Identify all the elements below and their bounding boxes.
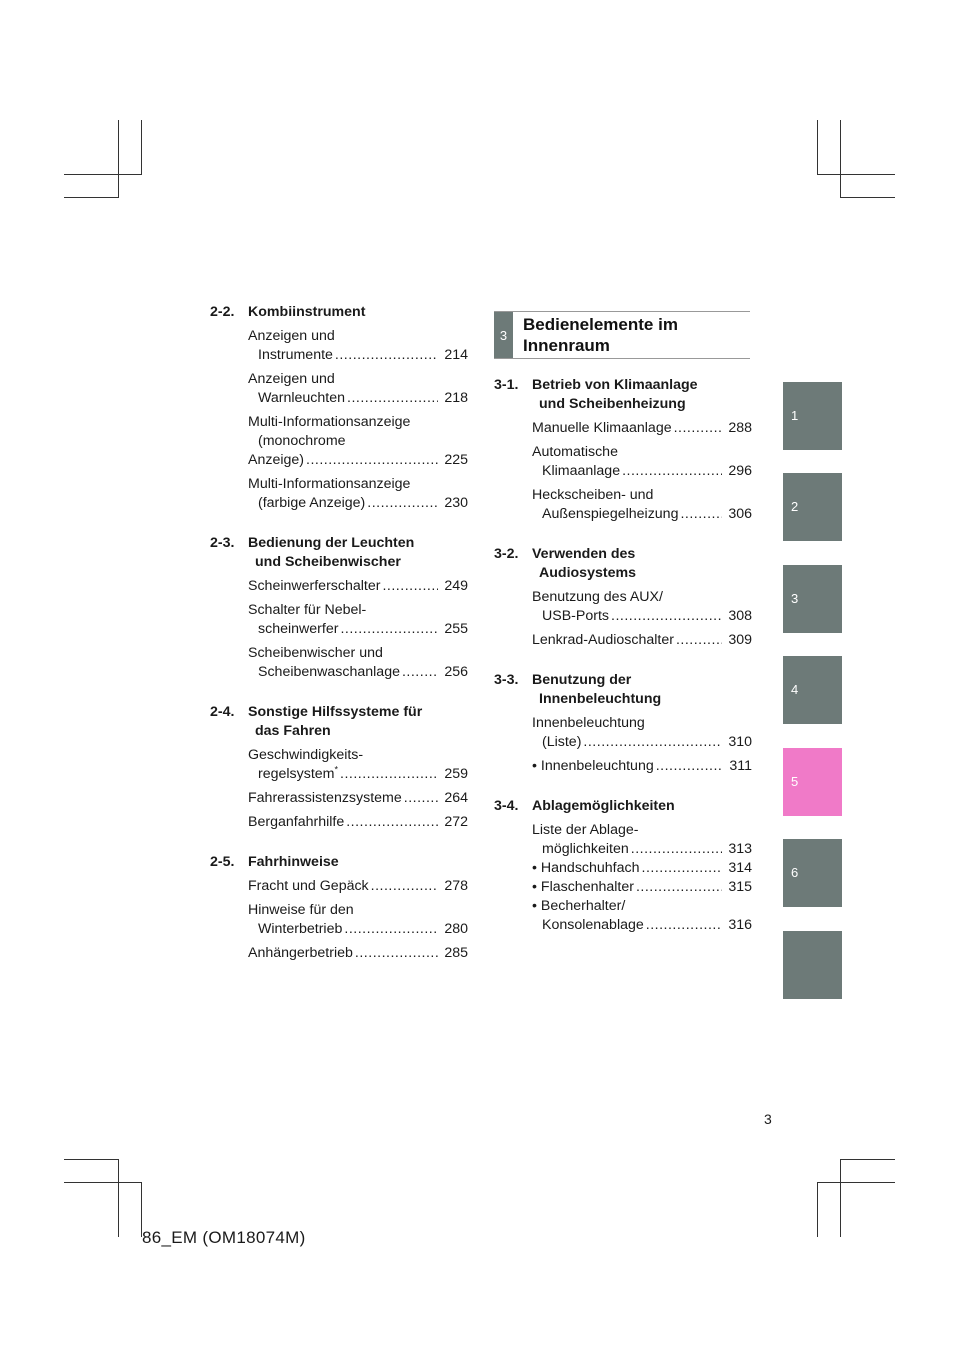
toc-entry[interactable]: Automatische Klimaanlage ..... 296 (532, 443, 752, 481)
page-ref: 308 (728, 608, 752, 624)
toc-section-3-4 (494, 797, 752, 935)
toc-entry[interactable]: Fracht und Gepäck ..... 278 (248, 877, 468, 896)
crop-mark (840, 1159, 895, 1160)
toc-entry[interactable]: Multi-Informationsanzeige (monochrome Anzeige) ..... 225 (248, 413, 468, 470)
page-ref: 313 (728, 841, 752, 857)
page-ref: 225 (444, 452, 468, 468)
toc-entry[interactable]: • Innenbeleuchtung ..... 311 (532, 757, 752, 776)
toc-entry[interactable]: Innenbeleuchtung (Liste) ..... 310 (532, 714, 752, 752)
section-title[interactable]: 3-2. Verwenden des Audiosystems (494, 546, 636, 581)
section-title[interactable]: 2-4. Sonstige Hilfssysteme für das Fahren (210, 704, 423, 739)
toc-section-2-4 (210, 703, 468, 832)
toc-entry[interactable]: Lenkrad-Audioschalter ..... 309 (532, 631, 752, 650)
crop-mark (817, 120, 818, 175)
page-ref: 272 (444, 814, 468, 830)
section-title[interactable]: 2-5. Fahrhinweise (210, 854, 339, 870)
document-code: 86_EM (OM18074M) (142, 1228, 306, 1247)
page-ref: 249 (444, 578, 468, 594)
page-ref: 285 (444, 945, 468, 961)
section-title[interactable]: 2-2. Kombiinstrument (210, 304, 366, 320)
page-ref: 310 (728, 734, 752, 750)
toc-section-3-2 (494, 545, 752, 650)
toc-section-2-5 (210, 853, 468, 963)
toc-entry[interactable]: Scheinwerferschalter ..... 249 (248, 577, 468, 596)
chapter-header (494, 311, 750, 359)
page-ref: 306 (728, 506, 752, 522)
toc-right-column (494, 376, 752, 956)
crop-mark (64, 1159, 119, 1160)
toc-entry[interactable]: Schalter für Nebel- scheinwerfer ..... 255 (248, 601, 468, 639)
page-ref: 259 (444, 766, 468, 782)
crop-mark (64, 1182, 142, 1183)
crop-mark (118, 1159, 119, 1237)
crop-mark (817, 1182, 818, 1237)
toc-entry[interactable]: Anhängerbetrieb ..... 285 (248, 944, 468, 963)
chapter-title: Bedienelemente im Innenraum (523, 315, 678, 355)
toc-entry[interactable]: Manuelle Klimaanlage ..... 288 (532, 419, 752, 438)
toc-section-2-2 (210, 303, 468, 513)
chapter-tab-1[interactable]: 1 (783, 382, 842, 450)
page-ref: 230 (444, 495, 468, 511)
page-ref: 280 (444, 921, 468, 937)
page-ref: 278 (444, 878, 468, 894)
page-ref: 255 (444, 621, 468, 637)
crop-mark (840, 1159, 841, 1237)
page-number: 3 (764, 1111, 772, 1127)
crop-mark (840, 120, 841, 198)
toc-entry[interactable]: Hinweise für den Winterbetrieb ..... 280 (248, 901, 468, 939)
toc-entry[interactable]: Anzeigen und Instrumente ..... 214 (248, 327, 468, 365)
page-ref: 314 (728, 860, 752, 876)
toc-entry[interactable]: Heckscheiben- und Außenspiegelheizung ..... 306 (532, 486, 752, 524)
page-ref: 218 (444, 390, 468, 406)
toc-entry[interactable]: • Handschuhfach ..... 314 (532, 859, 752, 878)
crop-mark (817, 174, 895, 175)
crop-mark (141, 120, 142, 175)
page-ref: 288 (728, 420, 752, 436)
page-ref: 309 (728, 632, 752, 648)
section-title[interactable]: 2-3. Bedienung der Leuchten und Scheibenwischer (210, 535, 415, 570)
chapter-tab-6[interactable]: 6 (783, 839, 842, 907)
chapter-tab-5[interactable]: 5 (783, 748, 842, 816)
toc-entry[interactable]: Liste der Ablage- möglichkeiten ..... 313 (532, 821, 752, 859)
chapter-tab-4[interactable]: 4 (783, 656, 842, 724)
chapter-tab-3[interactable]: 3 (783, 565, 842, 633)
page-ref: 264 (444, 790, 468, 806)
page-ref: 315 (728, 879, 752, 895)
toc-entry[interactable]: • Becherhalter/ Konsolenablage ..... 316 (532, 897, 752, 935)
section-title[interactable]: 3-3. Benutzung der Innenbeleuchtung (494, 672, 662, 707)
page-ref: 214 (444, 347, 468, 363)
toc-entry[interactable]: Anzeigen und Warnleuchten ..... 218 (248, 370, 468, 408)
crop-mark (840, 197, 895, 198)
toc-entry[interactable]: Benutzung des AUX/ USB-Ports ..... 308 (532, 588, 752, 626)
crop-mark (817, 1182, 895, 1183)
toc-left-column (210, 303, 468, 984)
toc-entry[interactable]: • Flaschenhalter ..... 315 (532, 878, 752, 897)
crop-mark (118, 120, 119, 198)
section-title[interactable]: 3-1. Betrieb von Klimaanlage und Scheibenheizung (494, 377, 698, 412)
toc-entry[interactable]: Berganfahrhilfe ..... 272 (248, 813, 468, 832)
toc-entry[interactable]: Fahrerassistenzsysteme ..... 264 (248, 789, 468, 808)
page-ref: 311 (729, 758, 752, 774)
toc-entry[interactable]: Multi-Informationsanzeige (farbige Anzeige) ..... 230 (248, 475, 468, 513)
toc-section-3-1 (494, 376, 752, 524)
page-ref: 256 (444, 664, 468, 680)
page-ref: 316 (728, 917, 752, 933)
toc-section-3-3 (494, 671, 752, 776)
chapter-tab-2[interactable]: 2 (783, 473, 842, 541)
crop-mark (64, 174, 142, 175)
section-title[interactable]: 3-4. Ablagemöglichkeiten (494, 798, 675, 814)
toc-entry[interactable]: Geschwindigkeits- regelsystem* ..... 259 (248, 746, 468, 784)
toc-entry[interactable]: Scheibenwischer und Scheibenwaschanlage ..... 256 (248, 644, 468, 682)
chapter-tab-index[interactable] (783, 931, 842, 999)
page-ref: 296 (728, 463, 752, 479)
toc-section-2-3 (210, 534, 468, 682)
chapter-number: 3 (494, 312, 513, 358)
crop-mark (64, 197, 119, 198)
